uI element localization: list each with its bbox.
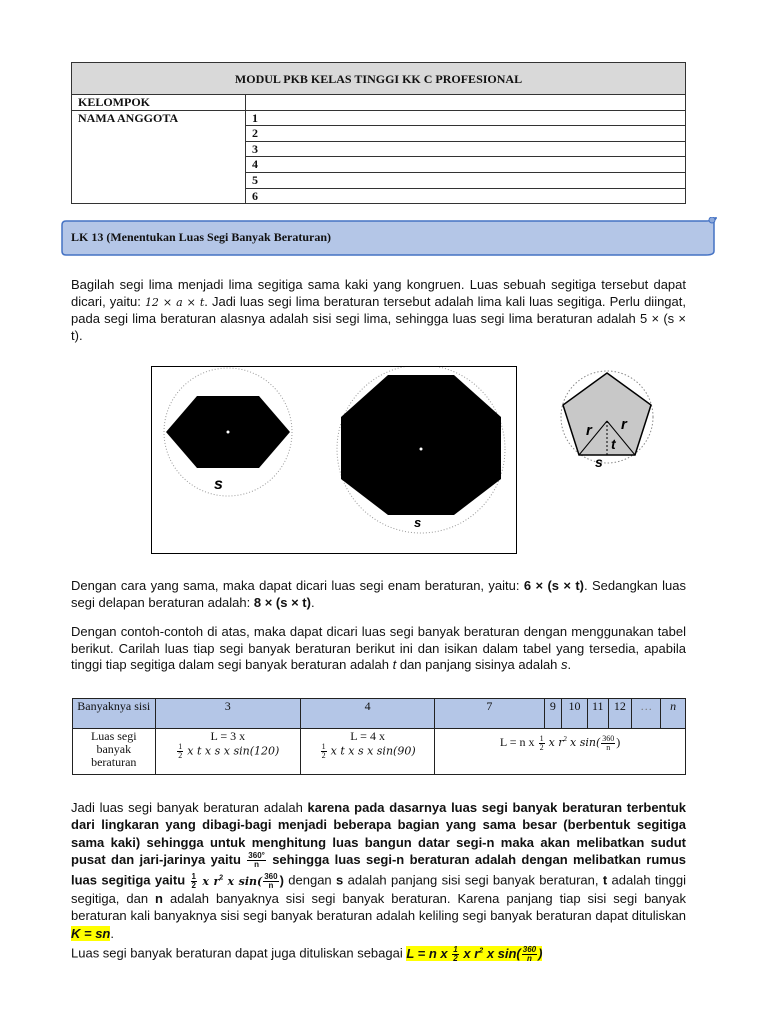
para2-text-3: . — [310, 594, 315, 610]
intro-text-2: . Jadi luas segi lima beraturan tersebut adalah lima kali luas segitiga. Perlu diingat, pada segi lima beraturan alasnya adalah sisi segi lima, sehingga luas segi lima beraturan adalah 5 × (s × t). — [71, 293, 686, 343]
area-formula-highlight: L = n x $\frac{1}{2}$ x $r^2$ x sin( $\frac{360}{n}$ ) — [406, 944, 543, 963]
pentagon-figure — [547, 369, 669, 469]
pentagon-height-label: t — [611, 436, 616, 452]
kelompok-label: KELOMPOK — [72, 95, 246, 111]
conclusion-text-7: Luas segi banyak beraturan dapat juga dituliskan sebagai — [71, 945, 407, 961]
area-n-part-b: x r — [548, 736, 564, 749]
perimeter-formula: K = sn — [71, 925, 111, 941]
triangle-formula-x: x r — [202, 874, 220, 888]
conclusion-text-1: Jadi luas segi banyak beraturan adalah — [71, 800, 308, 815]
group-info-table — [71, 62, 686, 204]
t-variable: t — [602, 872, 608, 888]
member-row[interactable]: 1 — [246, 110, 686, 126]
kelompok-field[interactable] — [246, 95, 686, 111]
para2-text-1: Dengan cara yang sama, maka dapat dicari luas segi enam beraturan, yaitu: — [71, 578, 524, 593]
member-row[interactable]: 5 — [246, 172, 686, 188]
conclusion-paragraph: Jadi luas segi banyak beraturan adalah karena pada dasarnya luas segi banyak beraturan terbentuk dari lingkaran yang dibagi-bagi menjadi beberapa bagian yang sama besar (berbentuk segitiga sama kaki) sehingga untuk menghitung luas bangun datar segi-n maka akan melibatkan sudut pusat dan jari-jarinya yaitu $\frac{360^\circ}{n}$ sehingga luas segi-n beraturan adalah dengan melibatkan rumus luas segitiga yaitu $\frac{1}{2}$ x $r^2$ x sin( $\frac{360}{n}$ ) dengan s adalah panjang sisi segi banyak beraturan, t adalah tinggi segitiga, dan n adalah banyaknya sisi segi banyak beraturan. Karena panjang tiap sisi segi banyak beraturan kali banyaknya sisi segi banyak beraturan adalah keliling segi banyak beraturan dapat dituliskan K = sn. Luas segi banyak beraturan dapat juga dituliskan sebagai L = n x $\frac{1}{2}$ x $r^2$ x sin( $\frac{360}{n}$ ) — [71, 800, 686, 963]
angle-fraction: $\frac{360}{n}$ — [602, 733, 615, 752]
half-fraction: $\frac{1}{2}$ — [191, 871, 196, 890]
nama-anggota-label: NAMA ANGGOTA — [72, 110, 246, 204]
octagon-figure — [337, 367, 505, 533]
central-angle-fraction: $\frac{360^\circ}{n}$ — [248, 851, 265, 870]
hexagon-side-label: s — [214, 476, 223, 493]
intro-formula: 12 × a × t — [144, 295, 205, 309]
hexagon-area-formula: 6 × (s × t) — [523, 578, 585, 593]
module-title: MODUL PKB KELAS TINGGI KK C PROFESIONAL — [72, 63, 686, 95]
area-3-line1: L = 3 x — [210, 729, 246, 743]
para2-text-2: . Sedangkan luas segi delapan beraturan adalah: — [71, 578, 687, 610]
conclusion-text-5: adalah banyaknya sisi segi banyak beraturan. Karena panjang tiap sisi segi banyak beraturan kali banyaknya sisi segi banyak beraturan adalah keliling segi banyak beraturan dapat dituliskan — [71, 891, 686, 924]
half-fraction: $\frac{1}{2}$ — [539, 733, 544, 752]
row-label-sides: Banyaknya sisi — [73, 699, 156, 729]
col-header: 10 — [562, 699, 588, 729]
hexagon-figure — [164, 368, 292, 496]
area-4-line2: x t x s x sin(90) — [330, 744, 416, 758]
member-row[interactable]: 6 — [246, 188, 686, 204]
s-variable: s — [561, 657, 568, 673]
area-cell-4[interactable] — [301, 729, 435, 775]
col-header: 11 — [587, 699, 608, 729]
member-row[interactable]: 3 — [246, 141, 686, 157]
s-variable: s — [336, 872, 344, 888]
intro-paragraph — [71, 277, 686, 344]
member-row[interactable]: 4 — [246, 157, 686, 173]
para3-mid: dan panjang sisinya adalah — [396, 657, 562, 673]
area-cell-3[interactable] — [155, 729, 301, 775]
conclusion-text-3: adalah panjang sisi segi banyak beraturan, — [343, 872, 603, 888]
col-header: 12 — [608, 699, 632, 729]
area-n-part-c: x sin( — [570, 736, 601, 749]
member-row[interactable]: 2 — [246, 126, 686, 142]
area-4-line1: L = 4 x — [350, 729, 385, 743]
octagon-side-label: s — [414, 515, 422, 530]
col-header: 4 — [301, 699, 435, 729]
conclusion-bold-2: sehingga luas segi-n beraturan adalah dengan melibatkan rumus luas segitiga yaitu — [71, 852, 686, 888]
col-header: 9 — [544, 699, 562, 729]
triangle-formula-sin: x sin( — [227, 874, 263, 888]
col-header: 3 — [155, 699, 301, 729]
col-header: … — [632, 699, 661, 729]
area-cell-n[interactable]: L = n x $\frac{1}{2}$ x $r^2$ x sin( $\frac{360}{n}$ ) — [435, 729, 686, 775]
half-fraction: $\frac{1}{2}$ — [178, 742, 183, 760]
octagon-area-formula: 8 × (s × t) — [253, 594, 311, 610]
banner-title: LK 13 (Menentukan Luas Segi Banyak Beraturan) — [71, 230, 332, 244]
polygon-area-table — [72, 698, 686, 775]
conclusion-text-2: dengan — [283, 872, 332, 888]
area-n-part-a: L = n x — [499, 735, 535, 749]
pentagon-radius-label: r — [621, 416, 627, 433]
area-3-line2: x t x s x sin(120) — [187, 744, 280, 758]
t-variable: t — [392, 657, 397, 673]
intro-text-1: Bagilah segi lima menjadi lima segitiga sama kaki yang kongruen. Luas sebuah segitiga tersebut dapat dicari, yaitu: — [71, 277, 686, 309]
area-n-part-d: ) — [616, 735, 621, 749]
conclusion-bold-1: karena pada dasarnya luas segi banyak beraturan terbentuk dari lingkaran yang dibagi-bagi menjadi beberapa bagian yang sama besar (berbentuk segitiga sama kaki) sehingga untuk menghitung luas bangun datar segi-n maka akan melibatkan sudut pusat dan jari-jarinya yaitu — [71, 800, 686, 868]
para3-end: . — [567, 657, 572, 673]
half-fraction: $\frac{1}{2}$ — [321, 742, 326, 760]
conclusion-text-6: . — [110, 925, 114, 941]
pentagon-side-label: s — [595, 454, 603, 469]
n-variable: n — [155, 891, 163, 907]
conclusion-text-4: adalah tinggi segitiga, dan — [71, 872, 686, 907]
para3-text: Dengan contoh-contoh di atas, maka dapat dicari luas segi banyak beraturan dengan menggunakan tabel berikut. Carilah luas tiap segi banyak beraturan berikut ini dan isikan dalam tabel yang tersedia, apabila tinggi tiap segitiga dalam segi banyak beraturan adalah — [71, 624, 686, 673]
col-header: 7 — [435, 699, 544, 729]
col-header: n — [661, 699, 686, 729]
paragraph-instructions — [71, 624, 686, 674]
angle-fraction: $\frac{360}{n}$ — [264, 871, 278, 890]
polygon-figure-box — [151, 366, 517, 554]
section-banner — [60, 217, 717, 257]
pentagon-radius-label: r — [586, 422, 592, 439]
paragraph-hexagon-octagon — [71, 578, 686, 611]
row-label-area: Luas segi banyak beraturan — [73, 729, 156, 775]
